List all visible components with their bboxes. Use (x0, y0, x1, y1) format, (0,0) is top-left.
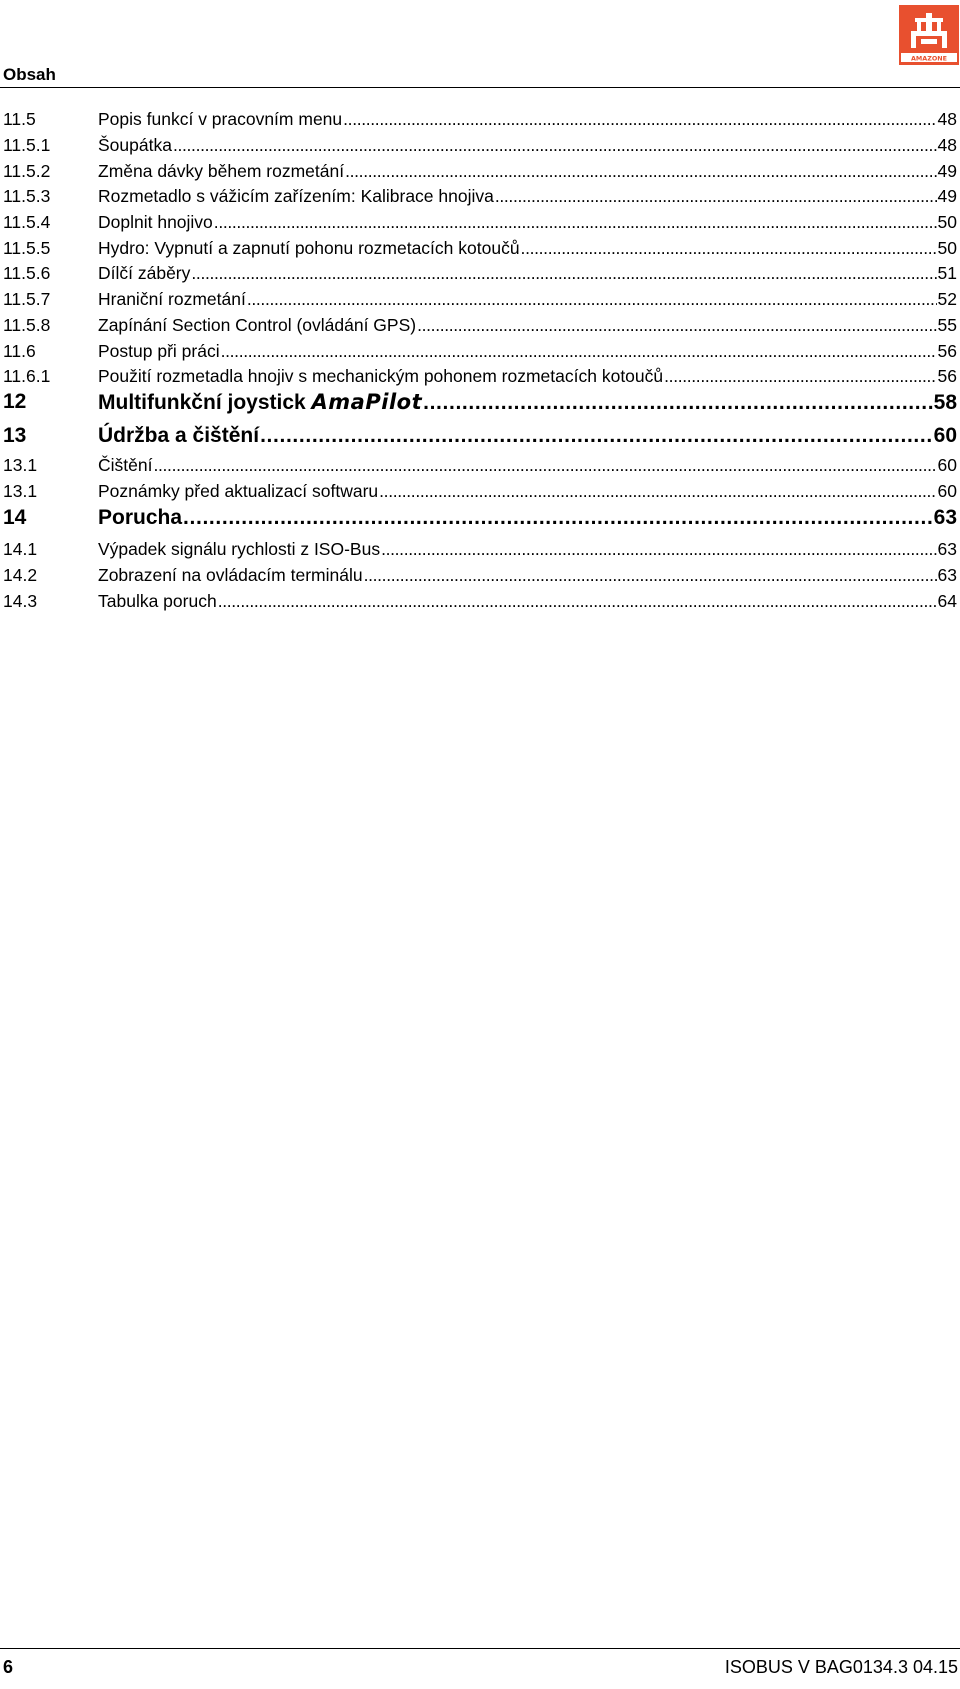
toc-entry[interactable] (0, 210, 960, 234)
toc-entry[interactable] (0, 287, 960, 311)
toc-entry-page: 63 (937, 539, 957, 559)
toc-entry-title-text: Změna dávky během rozmetání (98, 161, 345, 181)
toc-entry-page: 60 (937, 455, 957, 475)
toc-entry[interactable] (0, 421, 960, 451)
toc-dot-leader (345, 159, 936, 183)
toc-entry-page: 55 (937, 315, 957, 335)
toc-dot-leader (214, 210, 937, 234)
toc-entry-page: 63 (933, 506, 957, 529)
toc-entry-title-text: Zobrazení na ovládacím terminálu (98, 565, 363, 585)
toc-dot-leader (173, 133, 937, 157)
toc-entry-title (98, 184, 494, 208)
toc-entry[interactable] (0, 261, 960, 285)
toc-entry-text (98, 453, 957, 477)
toc-dot-leader (247, 287, 937, 311)
toc-entry-title-text: Použití rozmetadla hnojiv s mechanickým pohonem rozmetacích kotoučů (98, 366, 664, 386)
toc-dot-leader (191, 261, 936, 285)
toc-entry-page: 51 (937, 263, 957, 283)
toc-entry-page: 64 (937, 591, 957, 611)
toc-entry-text (98, 537, 957, 561)
footer-page-number: 6 (3, 1657, 14, 1677)
toc-entry[interactable] (0, 184, 960, 208)
toc-entry-number: 11.6.1 (3, 366, 51, 386)
toc-entry-number: 11.5.4 (3, 212, 51, 232)
toc-entry[interactable] (0, 537, 960, 561)
toc-entry-title-text: Popis funkcí v pracovním menu (98, 109, 343, 129)
toc-entry-number: 12 (3, 390, 27, 413)
toc-entry-page: 48 (937, 135, 957, 155)
toc-entry-number: 11.5.3 (3, 186, 51, 206)
toc-entry-text (98, 589, 957, 613)
toc-dot-leader (379, 479, 936, 503)
toc-entry[interactable] (0, 313, 960, 337)
page-header (0, 0, 960, 90)
toc-dot-leader (423, 388, 933, 418)
toc-entry-text (98, 107, 957, 131)
toc-entry-title (98, 261, 190, 285)
toc-entry-title (98, 287, 246, 311)
toc-entry-text (98, 339, 957, 363)
toc-entry-text (98, 210, 957, 234)
toc-entry-number: 11.5.2 (3, 161, 51, 181)
header-divider (0, 87, 960, 88)
toc-entry-title-text: Poznámky před aktualizací softwaru (98, 481, 379, 501)
toc-entry-text (98, 563, 957, 587)
toc-entry-number: 11.5.5 (3, 238, 51, 258)
toc-entry[interactable] (0, 364, 960, 388)
toc-entry-page: 60 (937, 481, 957, 501)
toc-entry-number: 11.5.8 (3, 315, 51, 335)
toc-entry-number: 13.1 (3, 481, 38, 501)
toc-entry-title-text: Doplnit hnojivo (98, 212, 213, 232)
toc-entry-title (98, 236, 520, 260)
toc-dot-leader (381, 537, 936, 561)
toc-entry-title-text: Rozmetadlo s vážicím zařízením: Kalibrace hnojiva (98, 186, 494, 206)
toc-entry-page: 58 (933, 391, 957, 414)
toc-entry-text (98, 236, 957, 260)
toc-entry-page: 49 (937, 186, 957, 206)
toc-entry-text (98, 133, 957, 157)
toc-dot-leader (664, 364, 936, 388)
toc-dot-leader (417, 313, 936, 337)
toc-entry-title (98, 453, 152, 477)
toc-entry-title-text: Hraniční rozmetání (98, 289, 246, 309)
toc-entry-title (98, 339, 220, 363)
toc-entry-text (98, 261, 957, 285)
toc-entry-title (98, 479, 378, 503)
toc-entry-title (98, 537, 380, 561)
toc-dot-leader (260, 421, 933, 451)
toc-entry-number: 14.3 (3, 591, 38, 611)
toc-entry[interactable] (0, 133, 960, 157)
toc-entry-number: 14.2 (3, 565, 38, 585)
toc-entry-text (98, 287, 957, 311)
toc-dot-leader (183, 503, 933, 533)
toc-dot-leader (521, 236, 937, 260)
toc-entry[interactable] (0, 107, 960, 131)
toc-entry-title (98, 364, 663, 388)
toc-entry-title (98, 503, 182, 533)
toc-entry-page: 49 (937, 161, 957, 181)
toc-entry-title (98, 313, 416, 337)
toc-entry-title-text: Výpadek signálu rychlosti z ISO-Bus (98, 539, 381, 559)
toc-entry[interactable] (0, 159, 960, 183)
toc-entry[interactable] (0, 503, 960, 533)
toc-entry[interactable] (0, 589, 960, 613)
toc-entry-text (98, 364, 957, 388)
toc-entry-title (98, 210, 213, 234)
page-title: Obsah (3, 65, 56, 84)
toc-entry-number: 13 (3, 424, 27, 447)
toc-dot-leader (153, 453, 936, 477)
toc-entry[interactable] (0, 563, 960, 587)
toc-entry-page: 56 (937, 366, 957, 386)
toc-entry-title (98, 133, 172, 157)
toc-entry[interactable] (0, 236, 960, 260)
toc-entry-title-text: Hydro: Vypnutí a zapnutí pohonu rozmetacích kotoučů (98, 238, 520, 258)
toc-entry-page: 56 (937, 341, 957, 361)
toc-entry-title (98, 563, 363, 587)
toc-entry[interactable] (0, 453, 960, 477)
footer-divider (0, 1648, 960, 1649)
toc-entry-text (98, 184, 957, 208)
toc-entry-title-text: Tabulka poruch (98, 591, 217, 611)
toc-entry[interactable] (0, 339, 960, 363)
amazone-logo-icon (899, 5, 959, 65)
toc-entry-text (98, 159, 957, 183)
toc-dot-leader (495, 184, 937, 208)
toc-entry-page: 52 (937, 289, 957, 309)
toc-entry-number: 11.5.7 (3, 289, 51, 309)
toc-entry[interactable] (0, 479, 960, 503)
toc-entry-title-text: Čištění (98, 455, 153, 475)
toc-entry-page: 48 (937, 109, 957, 129)
toc-dot-leader (218, 589, 937, 613)
toc-entry-text (98, 313, 957, 337)
toc-entry-title (98, 421, 259, 451)
toc-entry-page: 50 (937, 238, 957, 258)
toc-entry-text (98, 387, 957, 418)
toc-entry-title-text: Porucha (98, 506, 183, 529)
toc-dot-leader (221, 339, 937, 363)
footer-document-id: ISOBUS V BAG0134.3 04.15 (724, 1657, 958, 1677)
toc-entry-title-text: Zapínání Section Control (ovládání GPS) (98, 315, 417, 335)
toc-entry-title-text: Dílčí záběry (98, 263, 191, 283)
toc-entry-number: 14.1 (3, 539, 38, 559)
toc-entry-title-text: Údržba a čištění (98, 424, 260, 447)
toc-entry-title-text: Šoupátka (98, 135, 172, 155)
toc-entry-number: 11.5 (3, 109, 36, 129)
toc-entry-text (98, 503, 957, 533)
toc-entry-number: 11.6 (3, 341, 36, 361)
toc-entry-text (98, 421, 957, 451)
logo-graphic (899, 5, 959, 65)
toc-entry-text (98, 479, 957, 503)
toc-entry-page: 50 (937, 212, 957, 232)
toc-entry-title (98, 107, 342, 131)
toc-entry[interactable] (0, 387, 960, 417)
toc-entry-number: 14 (3, 506, 27, 529)
toc-entry-page: 60 (933, 424, 957, 447)
logo-wordmark: AMAZONE (910, 54, 948, 63)
amapilot-brand-wordmark: AmaPilot (311, 390, 423, 414)
toc-dot-leader (364, 563, 937, 587)
toc-entry-title-text: Postup při práci (98, 341, 220, 361)
toc-entry-title (98, 589, 217, 613)
toc-entry-number: 13.1 (3, 455, 38, 475)
toc-entry-number: 11.5.1 (3, 135, 51, 155)
toc-dot-leader (343, 107, 936, 131)
toc-entry-number: 11.5.6 (3, 263, 51, 283)
toc-entry-title-text: Multifunkční joystick (98, 391, 306, 414)
toc-entry-title (98, 159, 344, 183)
toc-entry-page: 63 (937, 565, 957, 585)
toc-entry-title (98, 387, 422, 418)
